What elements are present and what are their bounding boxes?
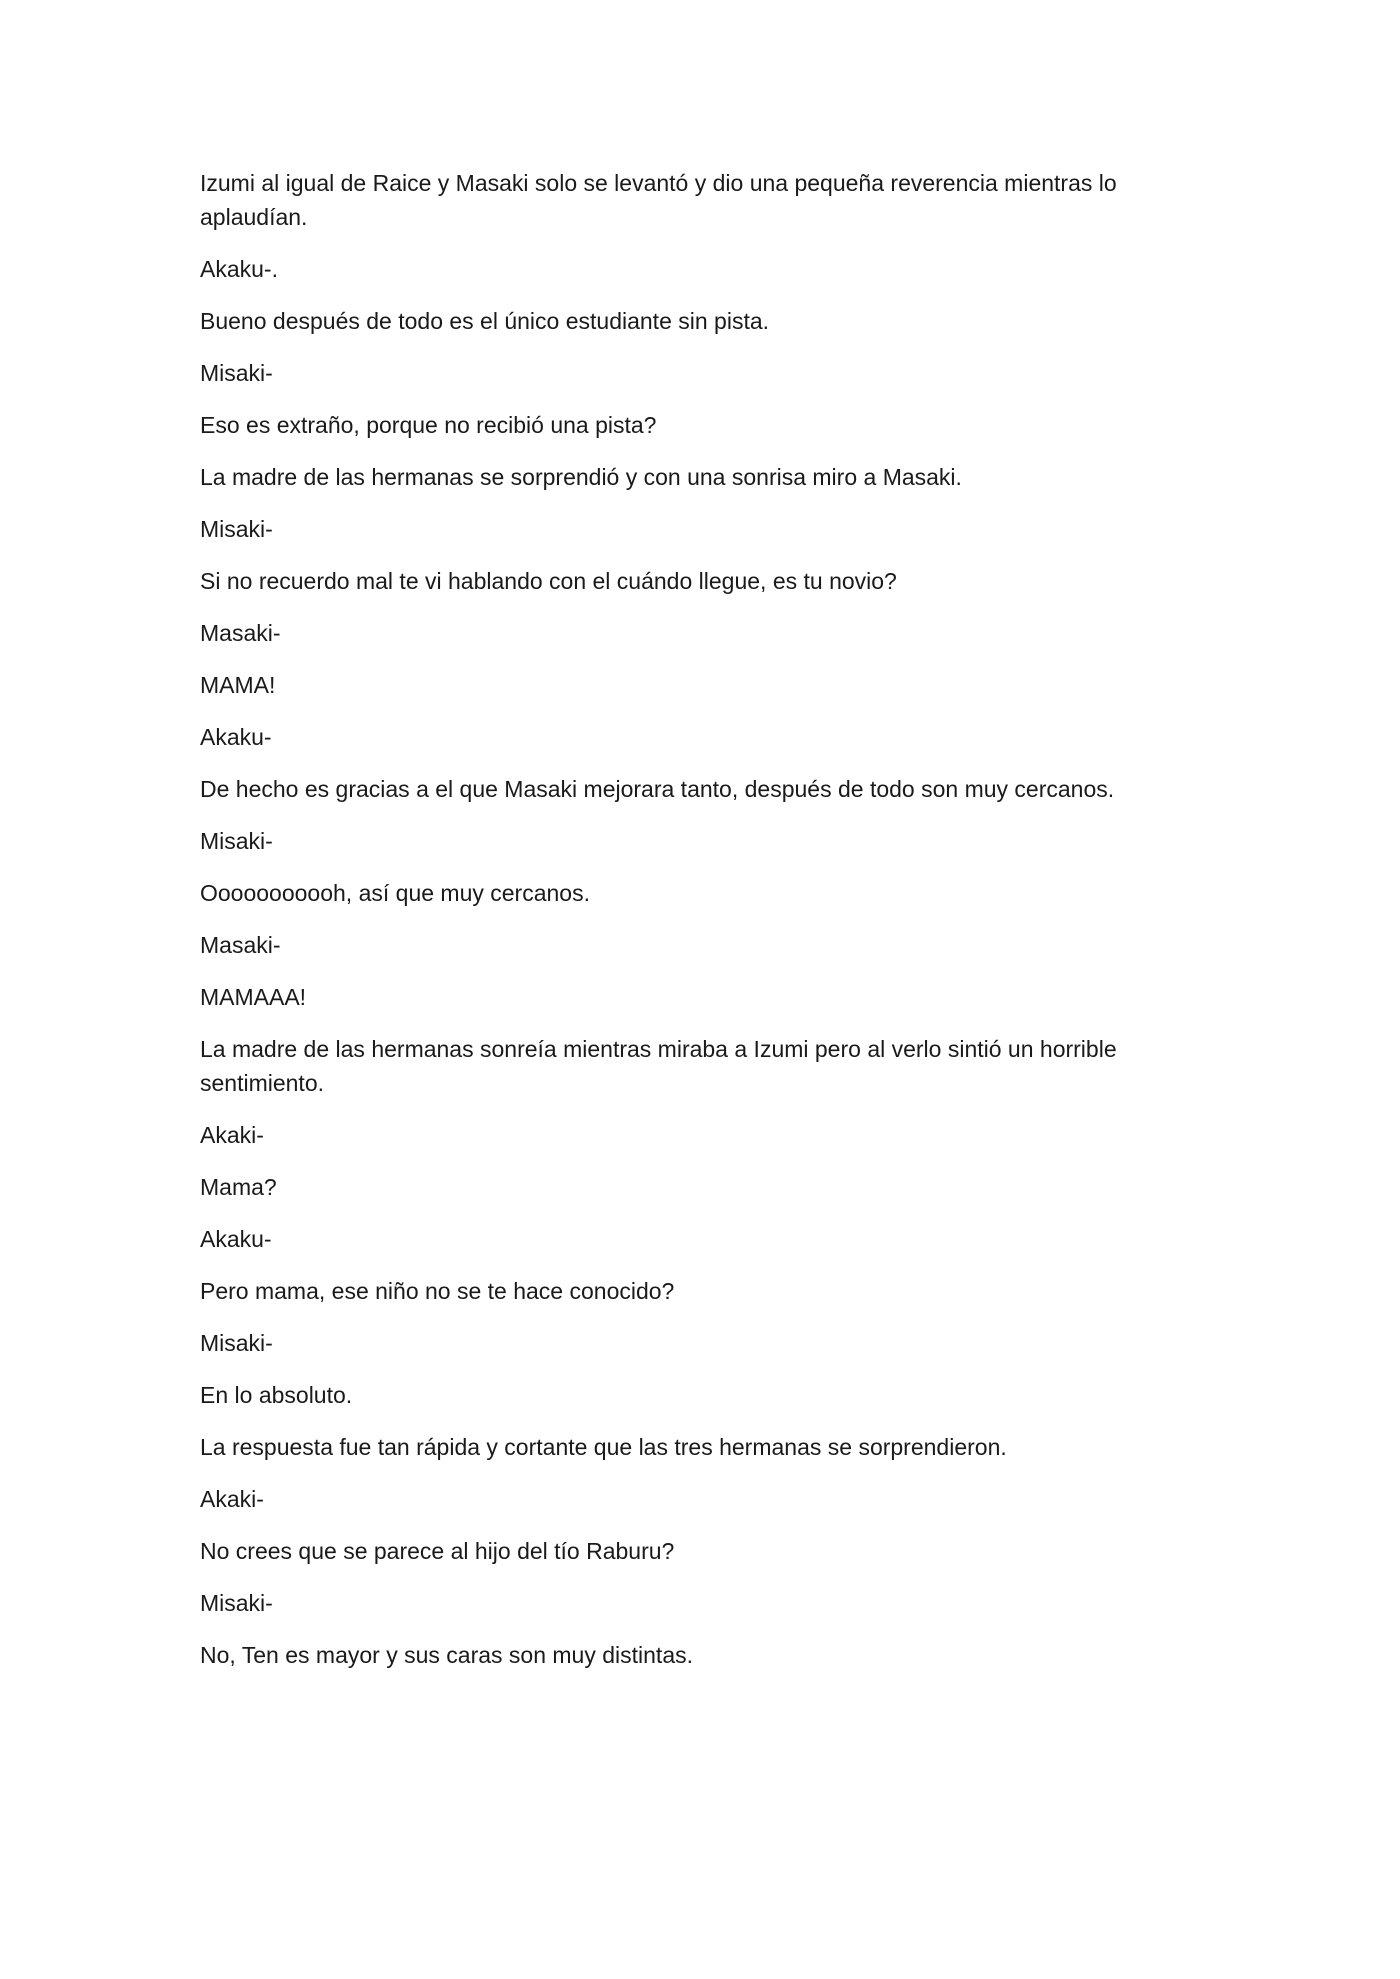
dialogue-line: Si no recuerdo mal te vi hablando con el cuándo llegue, es tu novio? bbox=[200, 568, 897, 594]
speaker-line: Misaki- bbox=[200, 516, 273, 542]
narration-line: La madre de las hermanas se sorprendió y con una sonrisa miro a Masaki. bbox=[200, 464, 962, 490]
dialogue-line: No crees que se parece al hijo del tío Raburu? bbox=[200, 1538, 675, 1564]
speaker-line: Misaki- bbox=[200, 1590, 273, 1616]
dialogue-line: MAMAAA! bbox=[200, 984, 307, 1010]
dialogue-line: Ooooooooooh, así que muy cercanos. bbox=[200, 880, 590, 906]
dialogue-line: Bueno después de todo es el único estudiante sin pista. bbox=[200, 308, 770, 334]
speaker-line: Akaki- bbox=[200, 1122, 264, 1148]
speaker-line: Misaki- bbox=[200, 828, 273, 854]
paragraph-1: Izumi al igual de Raice y Masaki solo se levantó y dio una pequeña reverencia mientras lo aplaudían. bbox=[200, 170, 1117, 230]
speaker-line: Masaki- bbox=[200, 932, 281, 958]
dialogue-line: De hecho es gracias a el que Masaki mejorara tanto, después de todo son muy cercanos. bbox=[200, 776, 1115, 802]
speaker-line: Akaku- bbox=[200, 724, 272, 750]
speaker-line: Misaki- bbox=[200, 1330, 273, 1356]
speaker-line: Misaki- bbox=[200, 360, 273, 386]
dialogue-line: MAMA! bbox=[200, 672, 276, 698]
dialogue-line: Pero mama, ese niño no se te hace conocido? bbox=[200, 1278, 675, 1304]
dialogue-line: No, Ten es mayor y sus caras son muy distintas. bbox=[200, 1642, 693, 1668]
speaker-line: Akaku-. bbox=[200, 256, 278, 282]
speaker-line: Akaki- bbox=[200, 1486, 264, 1512]
dialogue-line: Mama? bbox=[200, 1174, 277, 1200]
dialogue-line: Eso es extraño, porque no recibió una pista? bbox=[200, 412, 657, 438]
narration-line: La madre de las hermanas sonreía mientras miraba a Izumi pero al verlo sintió un horrible sentimiento. bbox=[200, 1036, 1117, 1096]
narration-line: La respuesta fue tan rápida y cortante que las tres hermanas se sorprendieron. bbox=[200, 1434, 1007, 1460]
speaker-line: Masaki- bbox=[200, 620, 281, 646]
document-body bbox=[200, 166, 1170, 1690]
speaker-line: Akaku- bbox=[200, 1226, 272, 1252]
dialogue-line: En lo absoluto. bbox=[200, 1382, 353, 1408]
